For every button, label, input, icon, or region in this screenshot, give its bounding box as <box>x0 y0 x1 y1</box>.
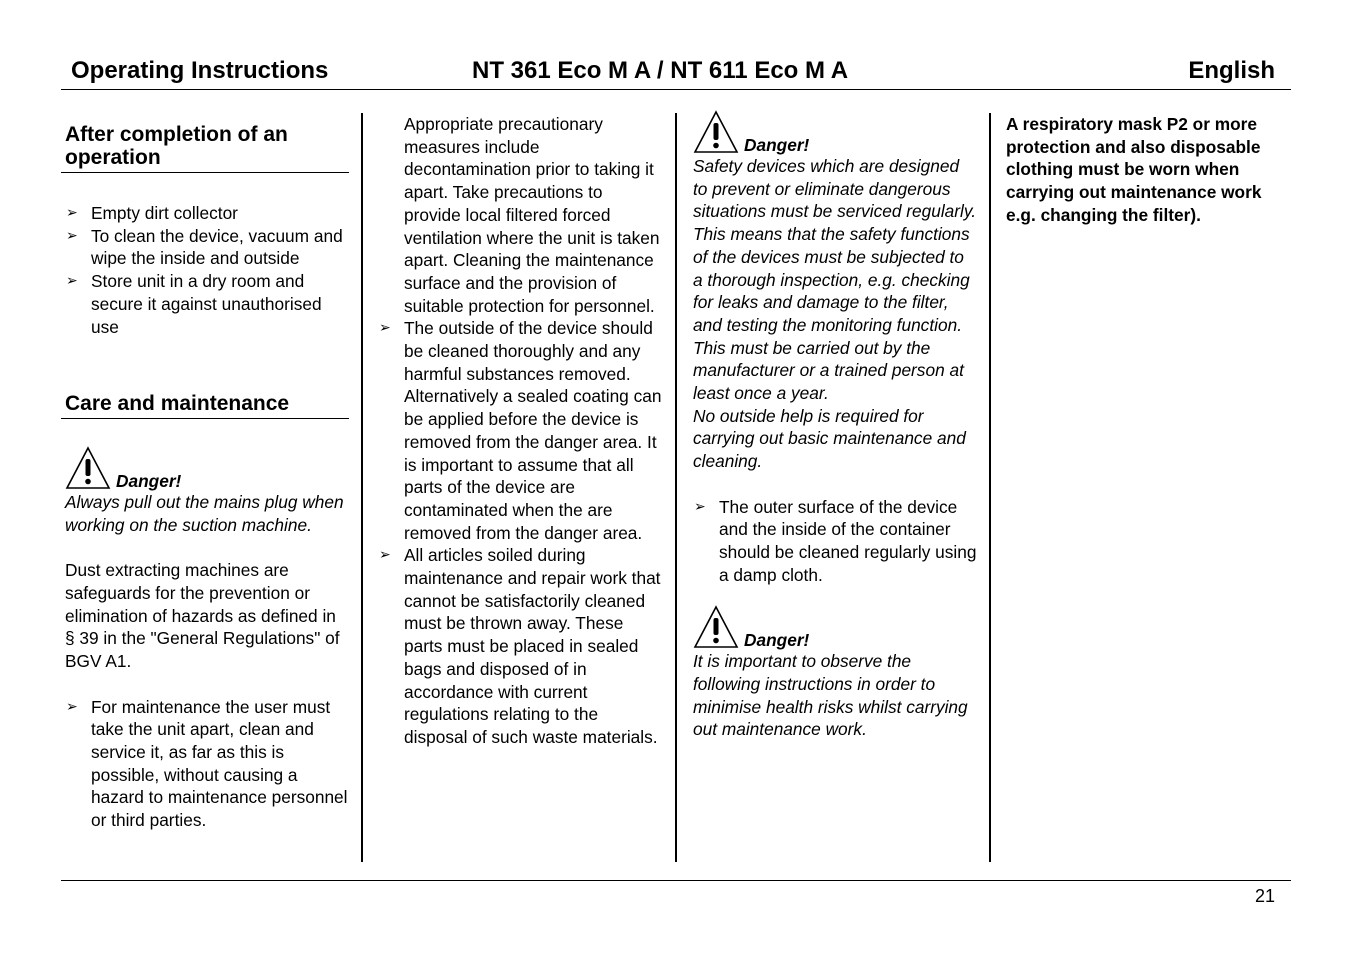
warning-triangle-icon <box>693 109 739 155</box>
header-language: English <box>1188 57 1275 84</box>
list-item: ➢ The outer surface of the device and the inside of the container should be cleaned regularly using a damp cloth. <box>693 496 977 587</box>
column-2 <box>378 113 662 749</box>
column-divider <box>675 113 677 862</box>
column-4 <box>1006 113 1286 227</box>
list-item: ➢ Empty dirt collector <box>65 202 349 225</box>
column-divider <box>361 113 363 862</box>
maintenance-list <box>65 696 349 832</box>
warning-triangle-icon <box>65 445 111 491</box>
list-item: ➢ To clean the device, vacuum and wipe the inside and outside <box>65 225 349 270</box>
danger-heading <box>693 109 977 155</box>
list-item: ➢ For maintenance the user must take the unit apart, clean and service it, as far as this is possible, without causing a hazard to maintenance personnel or third parties. <box>65 696 349 832</box>
header-model: NT 361 Eco M A / NT 611 Eco M A <box>472 57 849 84</box>
after-operation-list <box>65 202 349 338</box>
header-title: Operating Instructions <box>71 57 329 84</box>
page-number: 21 <box>1254 886 1275 906</box>
danger-text: It is important to observe the following instructions in order to minimise health risks whilst carrying out maintenance work. <box>693 651 968 740</box>
danger-label: Danger! <box>744 630 810 651</box>
column-3 <box>693 113 977 741</box>
column-divider <box>989 113 991 862</box>
section-title-after-operation: After completion of an operation <box>61 123 349 173</box>
danger-heading <box>65 445 349 491</box>
section-title-care-maintenance: Care and maintenance <box>61 392 349 419</box>
cleaning-list <box>693 496 977 587</box>
respiratory-mask-notice: A respiratory mask P2 or more protection and also disposable clothing must be worn when carrying out maintenance work e.g. changing the filter). <box>1006 114 1262 225</box>
cleaning-list <box>378 317 662 748</box>
danger-text-2: No outside help is required for carrying out basic maintenance and cleaning. <box>693 405 966 472</box>
list-item: ➢ All articles soiled during maintenance and repair work that cannot be satisfactorily cleaned must be thrown away. These parts must be placed in sealed bags and disposed of in accordance with current regulations relating to the disposal of such waste materials. <box>378 544 662 748</box>
danger-heading <box>693 604 977 650</box>
footer-rule <box>61 880 1291 881</box>
danger-label: Danger! <box>744 135 810 155</box>
danger-label: Danger! <box>116 471 182 492</box>
continued-text: Appropriate precautionary measures include decontamination prior to taking it apart. Take precautions to provide local filtered forced ventilation where the unit is taken apart. Cleaning the maintenance surface and the provision of suitable protection for personnel. <box>404 114 660 316</box>
warning-triangle-icon <box>693 604 739 650</box>
dust-text: Dust extracting machines are safeguards for the prevention or elimination of hazards as defined in § 39 in the "General Regulations" of BGV A1. <box>65 560 340 672</box>
list-item: ➢ The outside of the device should be cleaned thoroughly and any harmful substances removed. Alternatively a sealed coating can be applied before the device is removed from the danger area. It is important to assume that all parts of the device are contaminated when the are removed from the danger area. <box>378 317 662 544</box>
danger-text: Safety devices which are designed to prevent or eliminate dangerous situations must be serviced regularly. This means that the safety functions of the devices must be subjected to a thorough inspection, e.g. checking for leaks and damage to the filter, and testing the monitoring function. This must be carried out by the manufacturer or a trained person at least once a year. <box>693 156 977 404</box>
danger-text: Always pull out the mains plug when working on the suction machine. <box>65 492 344 535</box>
column-1 <box>65 113 349 832</box>
list-item: ➢ Store unit in a dry room and secure it against unauthorised use <box>65 270 349 338</box>
header-rule <box>61 89 1291 90</box>
